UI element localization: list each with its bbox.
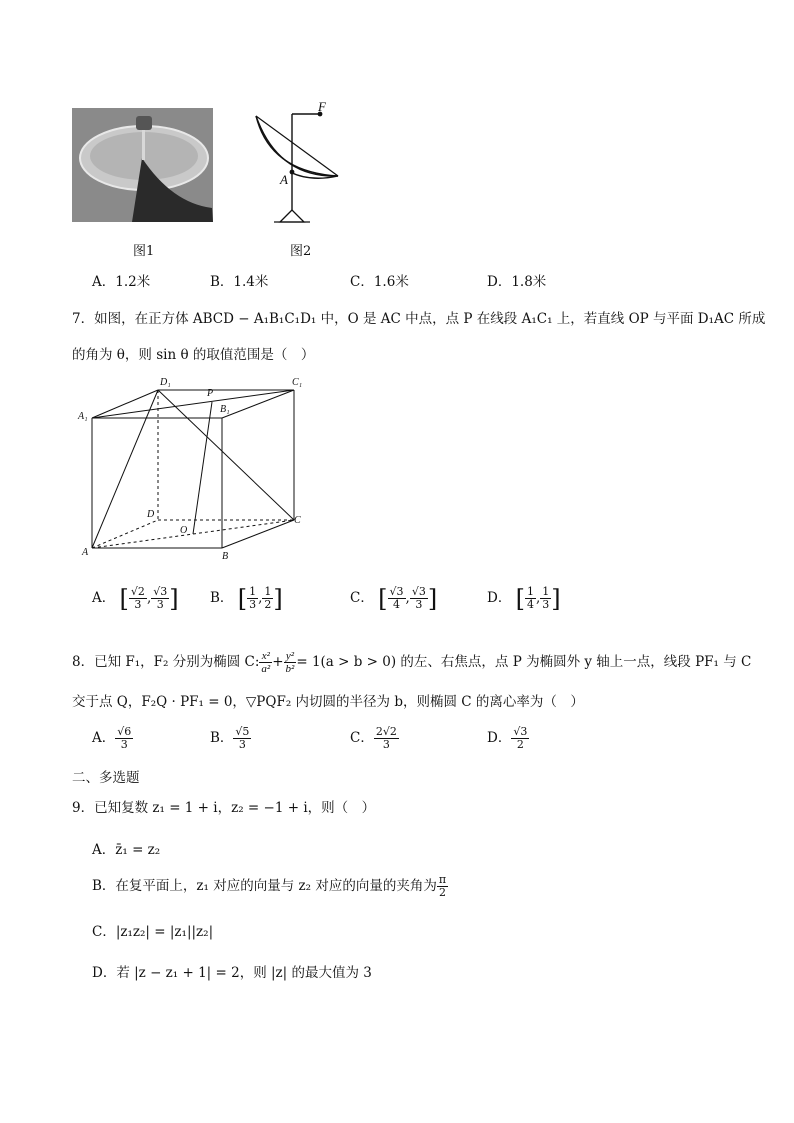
q9-option-d: D．若 |z − z₁ + 1| = 2，则 |z| 的最大值为 3 [92, 965, 372, 981]
q7-option-a: A． [ $\frac{√2}{3}$ , $\frac{√3}{3}$ ] [92, 584, 179, 613]
solar-cooker-photo-icon [72, 108, 213, 222]
cube-label-a1: A₁ [78, 411, 88, 422]
q7-option-c: C． [ $\frac{√3}{4}$ , $\frac{√3}{3}$ ] [350, 584, 438, 613]
cube-label-c1: C₁ [292, 377, 303, 388]
q7-stem-line2: 的角为 θ，则 sin θ 的取值范围是（ ） [72, 347, 315, 363]
figure-2-label-f: F [318, 99, 326, 114]
cube-label-a: A [82, 547, 89, 558]
q6-option-b: B．1.4米 [210, 274, 269, 290]
q9-stem: 9．已知复数 z₁ = 1 + i，z₂ = −1 + i，则（ ） [72, 800, 376, 816]
section-heading: 二、多选题 [72, 770, 140, 786]
figure-2-diagram [250, 100, 360, 230]
q7-option-b: B． [ $\frac{1}{3}$ , $\frac{1}{2}$ ] [210, 584, 283, 613]
q9-option-c: C．|z₁z₂| = |z₁||z₂| [92, 924, 214, 940]
cube-label-d1: D₁ [160, 377, 171, 388]
figure-1-caption: 图1 [133, 244, 155, 259]
cube-label-b: B [222, 551, 229, 562]
cube-diagram [80, 372, 320, 572]
cube-label-o: O [180, 525, 188, 536]
cube-label-c: C [294, 515, 301, 526]
q8-option-b: B． $\frac{√5}{3}$ [210, 725, 250, 752]
q6-option-d: D．1.8米 [487, 274, 547, 290]
cube-label-b1: B₁ [220, 404, 230, 415]
q8-option-d: D． $\frac{√3}{2}$ [487, 725, 528, 752]
q8-option-c: C． $\frac{2√2}{3}$ [350, 725, 397, 752]
cube-label-p: P [207, 388, 214, 399]
figure-2-caption: 图2 [290, 244, 312, 259]
figure-2-label-a: A [280, 172, 288, 187]
q9-option-a: A．z̄₁ = z₂ [92, 842, 161, 858]
q9-option-b: B．在复平面上，z₁ 对应的向量与 z₂ 对应的向量的夹角为 $\frac{\pi}{2}$ [92, 873, 447, 900]
q6-option-a: A．1.2米 [92, 274, 151, 290]
q7-stem-line1: 7．如图，在正方体 ABCD − A₁B₁C₁D₁ 中，O 是 AC 中点，点 P 在线段 A₁C₁ 上，若直线 OP 与平面 D₁AC 所成 [72, 311, 766, 327]
figure-1-photo [72, 108, 213, 222]
q7-option-d: D． [ $\frac{1}{4}$ , $\frac{1}{3}$ ] [487, 584, 561, 613]
q6-option-c: C．1.6米 [350, 274, 409, 290]
cube-label-d: D [147, 509, 155, 520]
q8-stem-line2: 交于点 Q，F₂Q · PF₁ = 0，▽PQF₂ 内切圆的半径为 b，则椭圆 C 的离心率为（ ） [72, 694, 584, 710]
q8-option-a: A． $\frac{√6}{3}$ [92, 725, 132, 752]
q8-stem-line1: 8．已知 F₁，F₂ 分别为椭圆 C: $\frac{\text{x²}}{\text{a²}}$ + $\frac{\text{y²}}{\text{b²}}$ = 1(a > b > 0) 的左、右焦点，点 P 为椭圆外 y 轴上一点，线段 PF₁ 与 C [72, 650, 752, 676]
